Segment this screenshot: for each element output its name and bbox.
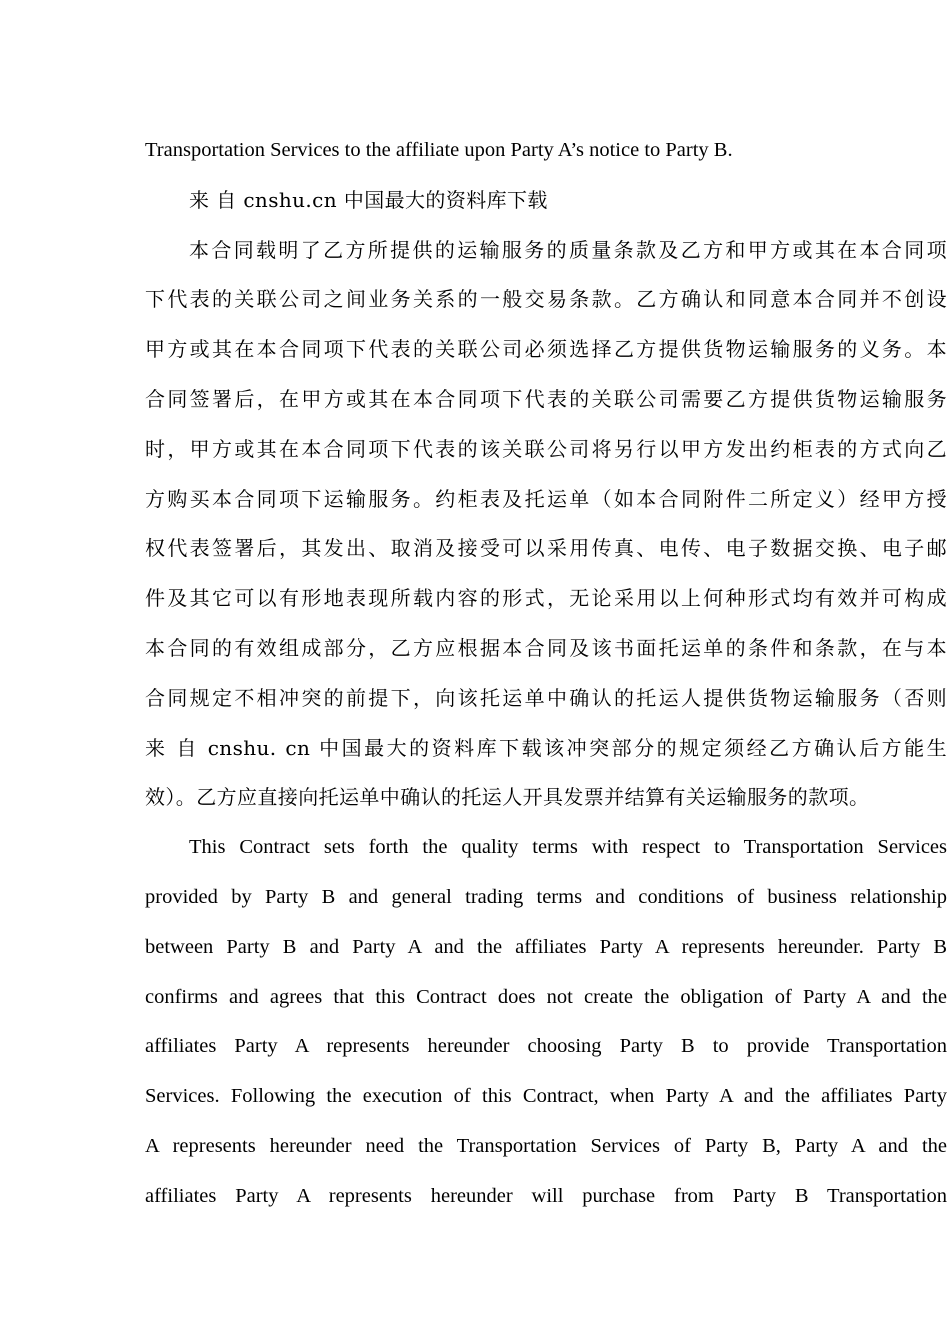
text-line: 甲方或其在本合同项下代表的关联公司必须选择乙方提供货物运输服务的义务。本 [145,337,947,362]
text-line: Services. Following the execution of this Contract, when Party A and the affiliates Party [145,1085,947,1108]
watermark-line: 来 自 cnshu.cn 中国最大的资料库下载 [189,187,548,212]
text-line: 下代表的关联公司之间业务关系的一般交易条款。乙方确认和同意本合同并不创设 [145,287,947,312]
text-line: confirms and agrees that this Contract does not create the obligation of Party A and the [145,985,947,1008]
text-line: 本合同载明了乙方所提供的运输服务的质量条款及乙方和甲方或其在本合同项 [189,237,947,262]
text-line: between Party B and Party A and the affiliates Party A represents hereunder. Party B [145,935,947,958]
text-line: Transportation Services to the affiliate upon Party A’s notice to Party B. [145,139,733,161]
document-body [145,126,947,1222]
text-line: 合同规定不相冲突的前提下，向该托运单中确认的托运人提供货物运输服务（否则 [145,685,947,710]
text-line: 本合同的有效组成部分，乙方应根据本合同及该书面托运单的条件和条款，在与本 [145,635,947,660]
text-line: 方购买本合同项下运输服务。约柜表及托运单（如本合同附件二所定义）经甲方授 [145,486,947,511]
text-line: A represents hereunder need the Transportation Services of Party B, Party A and the [145,1134,947,1157]
text-line: 合同签署后，在甲方或其在本合同项下代表的关联公司需要乙方提供货物运输服务 [145,386,947,411]
text-line: 权代表签署后，其发出、取消及接受可以采用传真、电传、电子数据交换、电子邮 [145,536,947,561]
text-line: 来 自 cnshu. cn 中国最大的资料库下载该冲突部分的规定须经乙方确认后方能生 [145,735,947,760]
text-line: provided by Party B and general trading terms and conditions of business relationship [145,885,947,908]
text-line: 件及其它可以有形地表现所载内容的形式，无论采用以上何种形式均有效并可构成 [145,586,947,611]
text-line: affiliates Party A represents hereunder will purchase from Party B Transportation [145,1184,947,1207]
text-line: 时，甲方或其在本合同项下代表的该关联公司将另行以甲方发出约柜表的方式向乙 [145,436,947,461]
text-line: This Contract sets forth the quality terms with respect to Transportation Services [189,836,947,859]
text-line: affiliates Party A represents hereunder choosing Party B to provide Transportation [145,1035,947,1058]
text-line: 效）。乙方应直接向托运单中确认的托运人开具发票并结算有关运输服务的款项。 [145,785,870,810]
